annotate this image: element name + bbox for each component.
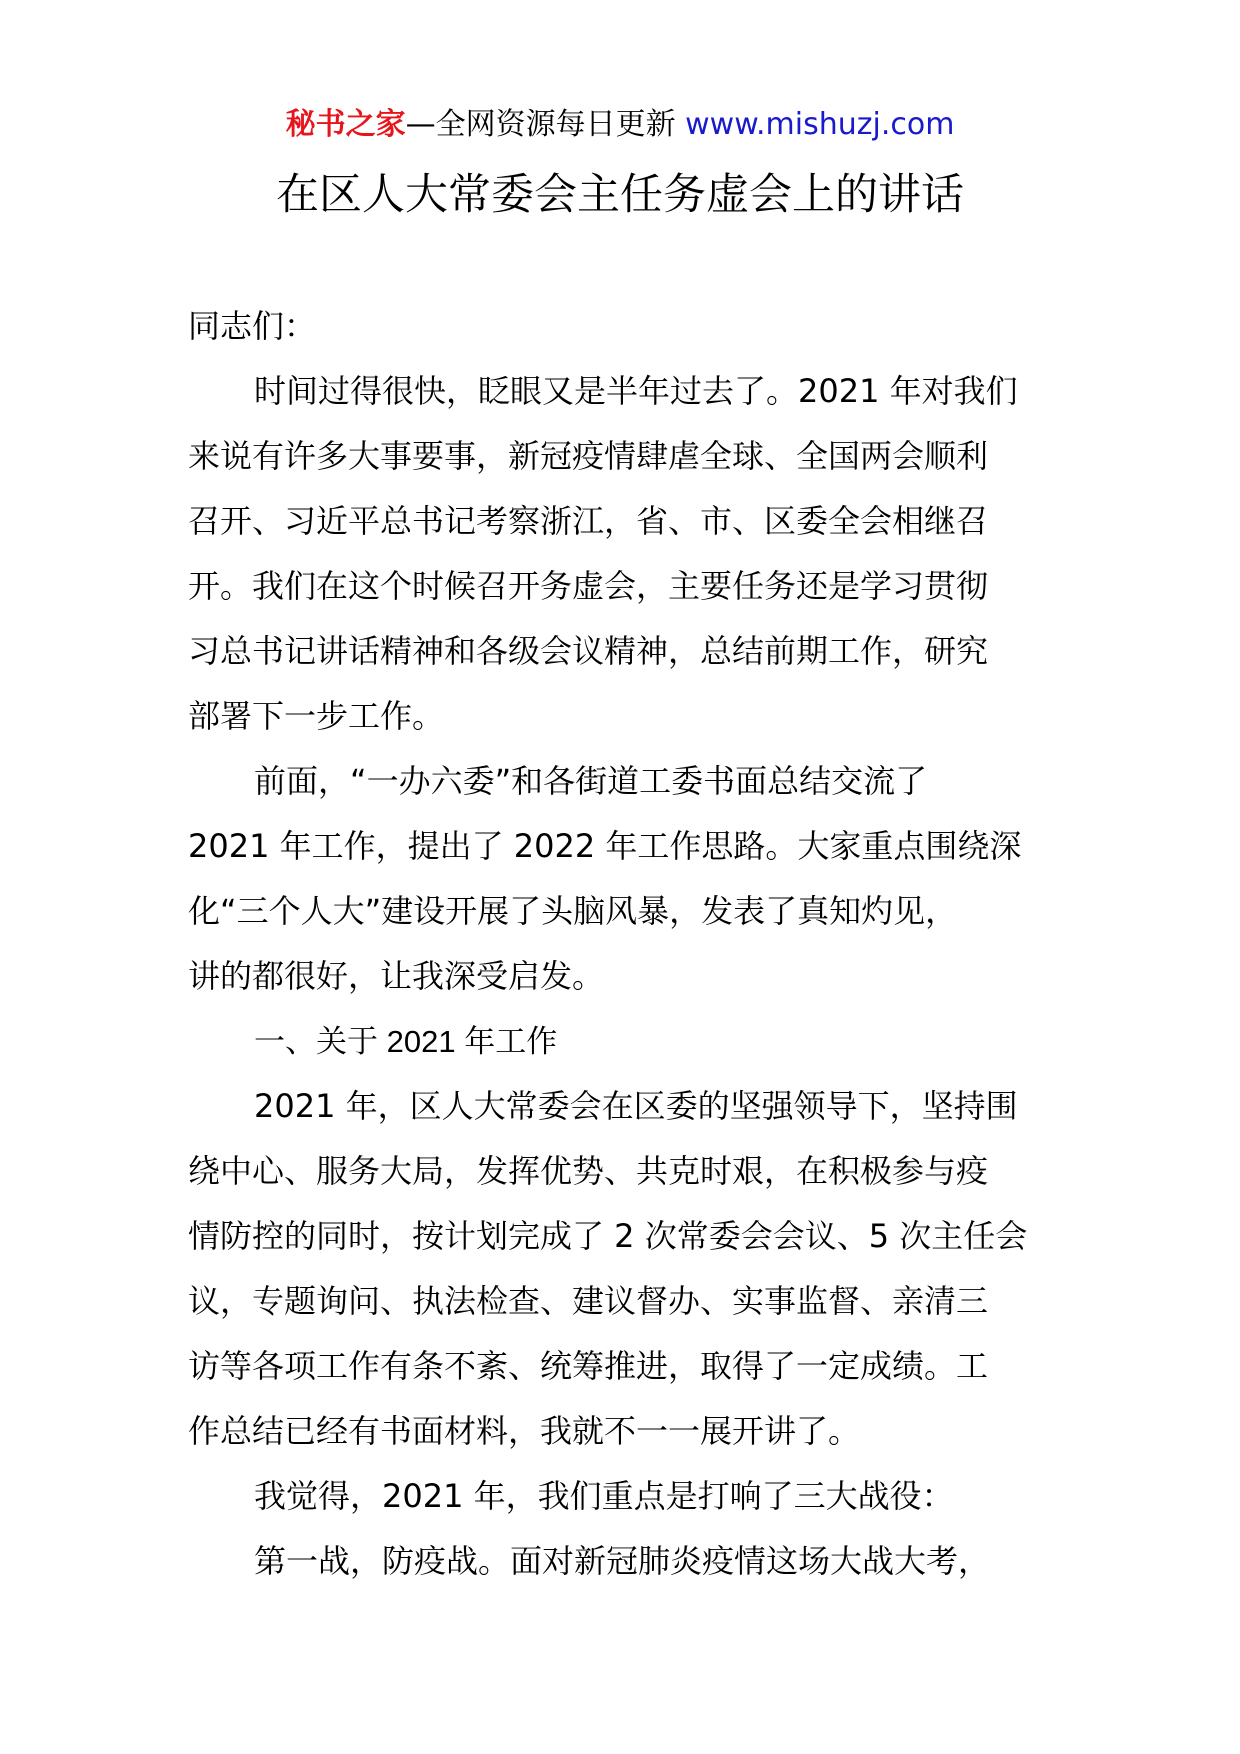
body-line: 部署下一步工作。 [188,697,445,735]
section-heading: 一、关于 2021 年工作 [254,1024,558,1059]
body-line: 情防控的同时，按计划完成了 2 次常委会会议、5 次主任会 [188,1217,1028,1255]
salutation: 同志们： [188,307,317,345]
body-line: 访等各项工作有条不紊、统筹推进，取得了一定成绩。工 [188,1347,989,1385]
body-line: 议，专题询问、执法检查、建议督办、实事监督、亲清三 [188,1282,989,1320]
body-line: 化“三个人大”建设开展了头脑风暴，发表了真知灼见， [188,892,958,930]
body-line: 前面，“一办六委”和各街道工委书面总结交流了 [254,762,928,800]
body-line: 召开、习近平总书记考察浙江，省、市、区委全会相继召 [188,502,989,540]
site-url-link[interactable]: www.mishuzj.com [685,107,955,142]
body-line: 习总书记讲话精神和各级会议精神，总结前期工作，研究 [188,632,989,670]
body-line: 2021 年工作，提出了 2022 年工作思路。大家重点围绕深 [188,827,1022,865]
body-line: 来说有许多大事要事，新冠疫情肆虐全球、全国两会顺利 [188,437,989,475]
body-line: 2021 年，区人大常委会在区委的坚强领导下，坚持围 [254,1087,1018,1125]
body-line: 讲的都很好，让我深受启发。 [188,957,605,995]
body-line: 时间过得很快，眨眼又是半年过去了。2021 年对我们 [254,372,1018,410]
document-body [188,294,1058,1594]
site-header [0,100,1240,150]
body-line: 作总结已经有书面材料，我就不一一展开讲了。 [188,1412,861,1450]
body-line: 我觉得，2021 年，我们重点是打响了三大战役： [254,1477,954,1515]
brand-name: 秘书之家 [285,107,406,142]
body-line: 第一战，防疫战。面对新冠肺炎疫情这场大战大考， [254,1542,991,1580]
document-title: 在区人大常委会主任务虚会上的讲话 [276,170,964,220]
header-slogan: —全网资源每日更新 [405,107,686,142]
body-line: 开。我们在这个时候召开务虚会，主要任务还是学习贯彻 [188,567,989,605]
body-line: 绕中心、服务大局，发挥优势、共克时艰，在积极参与疫 [188,1152,989,1190]
